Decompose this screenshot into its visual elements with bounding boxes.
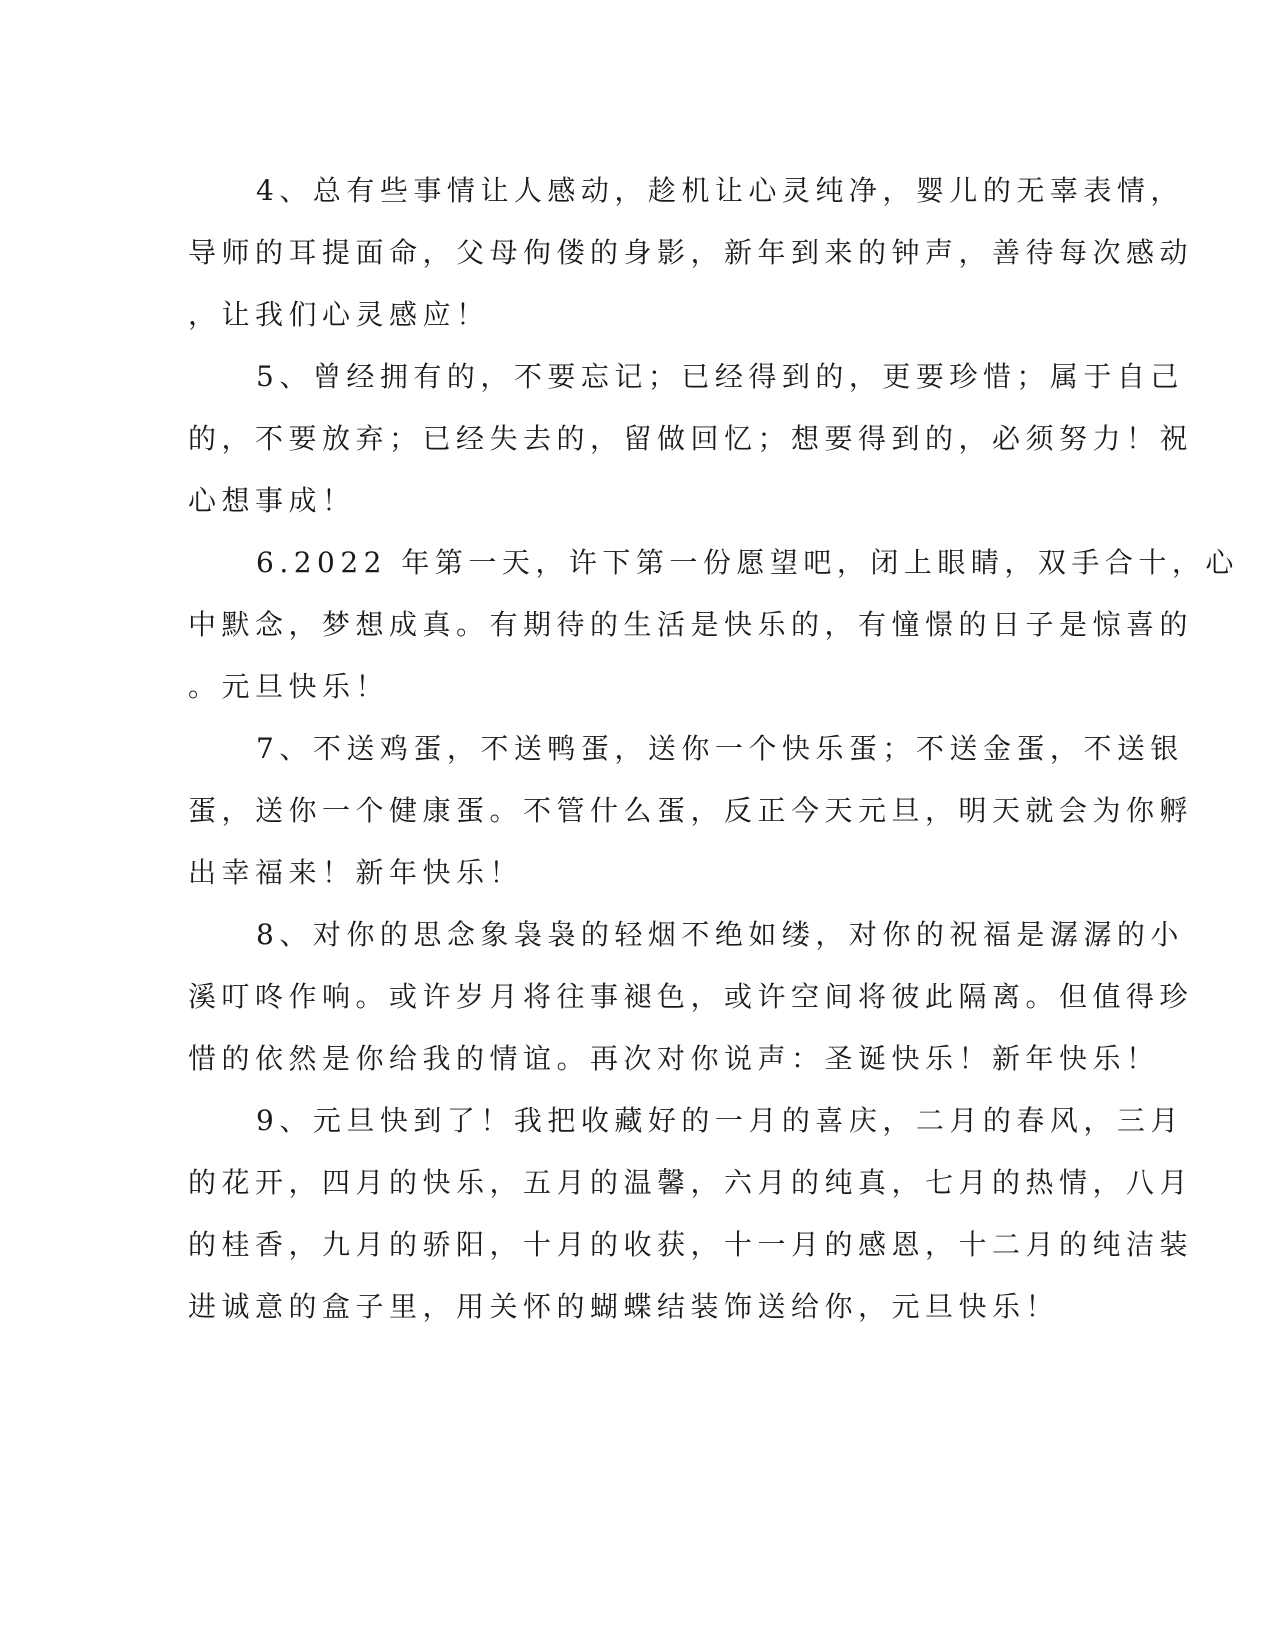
text-line: 惜的依然是你给我的情谊。再次对你说声：圣诞快乐！新年快乐！ [188,1042,1160,1075]
document-body [188,160,1239,1338]
text-line: 的，不要放弃；已经失去的，留做回忆；想要得到的，必须努力！祝 [188,422,1194,455]
text-line: 进诚意的盒子里，用关怀的蝴蝶结装饰送给你，元旦快乐！ [188,1290,1060,1323]
text-line: 溪叮咚作响。或许岁月将往事褪色，或许空间将彼此隔离。但值得珍 [188,980,1194,1013]
text-line: 蛋，送你一个健康蛋。不管什么蛋，反正今天元旦，明天就会为你孵 [188,794,1194,827]
text-line: 7、不送鸡蛋，不送鸭蛋，送你一个快乐蛋；不送金蛋，不送银 [256,732,1184,765]
text-line: 9、元旦快到了！我把收藏好的一月的喜庆，二月的春风，三月 [256,1104,1184,1137]
text-line: 心想事成！ [188,484,356,517]
text-line: 的桂香，九月的骄阳，十月的收获，十一月的感恩，十二月的纯洁装 [188,1228,1194,1261]
text-line: 5、曾经拥有的，不要忘记；已经得到的，更要珍惜；属于自己 [256,360,1184,393]
text-line: 出幸福来！新年快乐！ [188,856,524,889]
text-line: 。元旦快乐！ [188,670,390,703]
text-line: 的花开，四月的快乐，五月的温馨，六月的纯真，七月的热情，八月 [188,1166,1194,1199]
text-line: 导师的耳提面命，父母佝偻的身影，新年到来的钟声，善待每次感动 [188,236,1194,269]
text-line: 6.2022 年第一天，许下第一份愿望吧，闭上眼睛，双手合十，心 [256,546,1239,579]
text-line: 中默念，梦想成真。有期待的生活是快乐的，有憧憬的日子是惊喜的 [188,608,1194,641]
text-line: 8、对你的思念象袅袅的轻烟不绝如缕，对你的祝福是潺潺的小 [256,918,1184,951]
text-line: ，让我们心灵感应！ [188,298,490,331]
text-line: 4、总有些事情让人感动，趁机让心灵纯净，婴儿的无辜表情， [256,174,1184,207]
